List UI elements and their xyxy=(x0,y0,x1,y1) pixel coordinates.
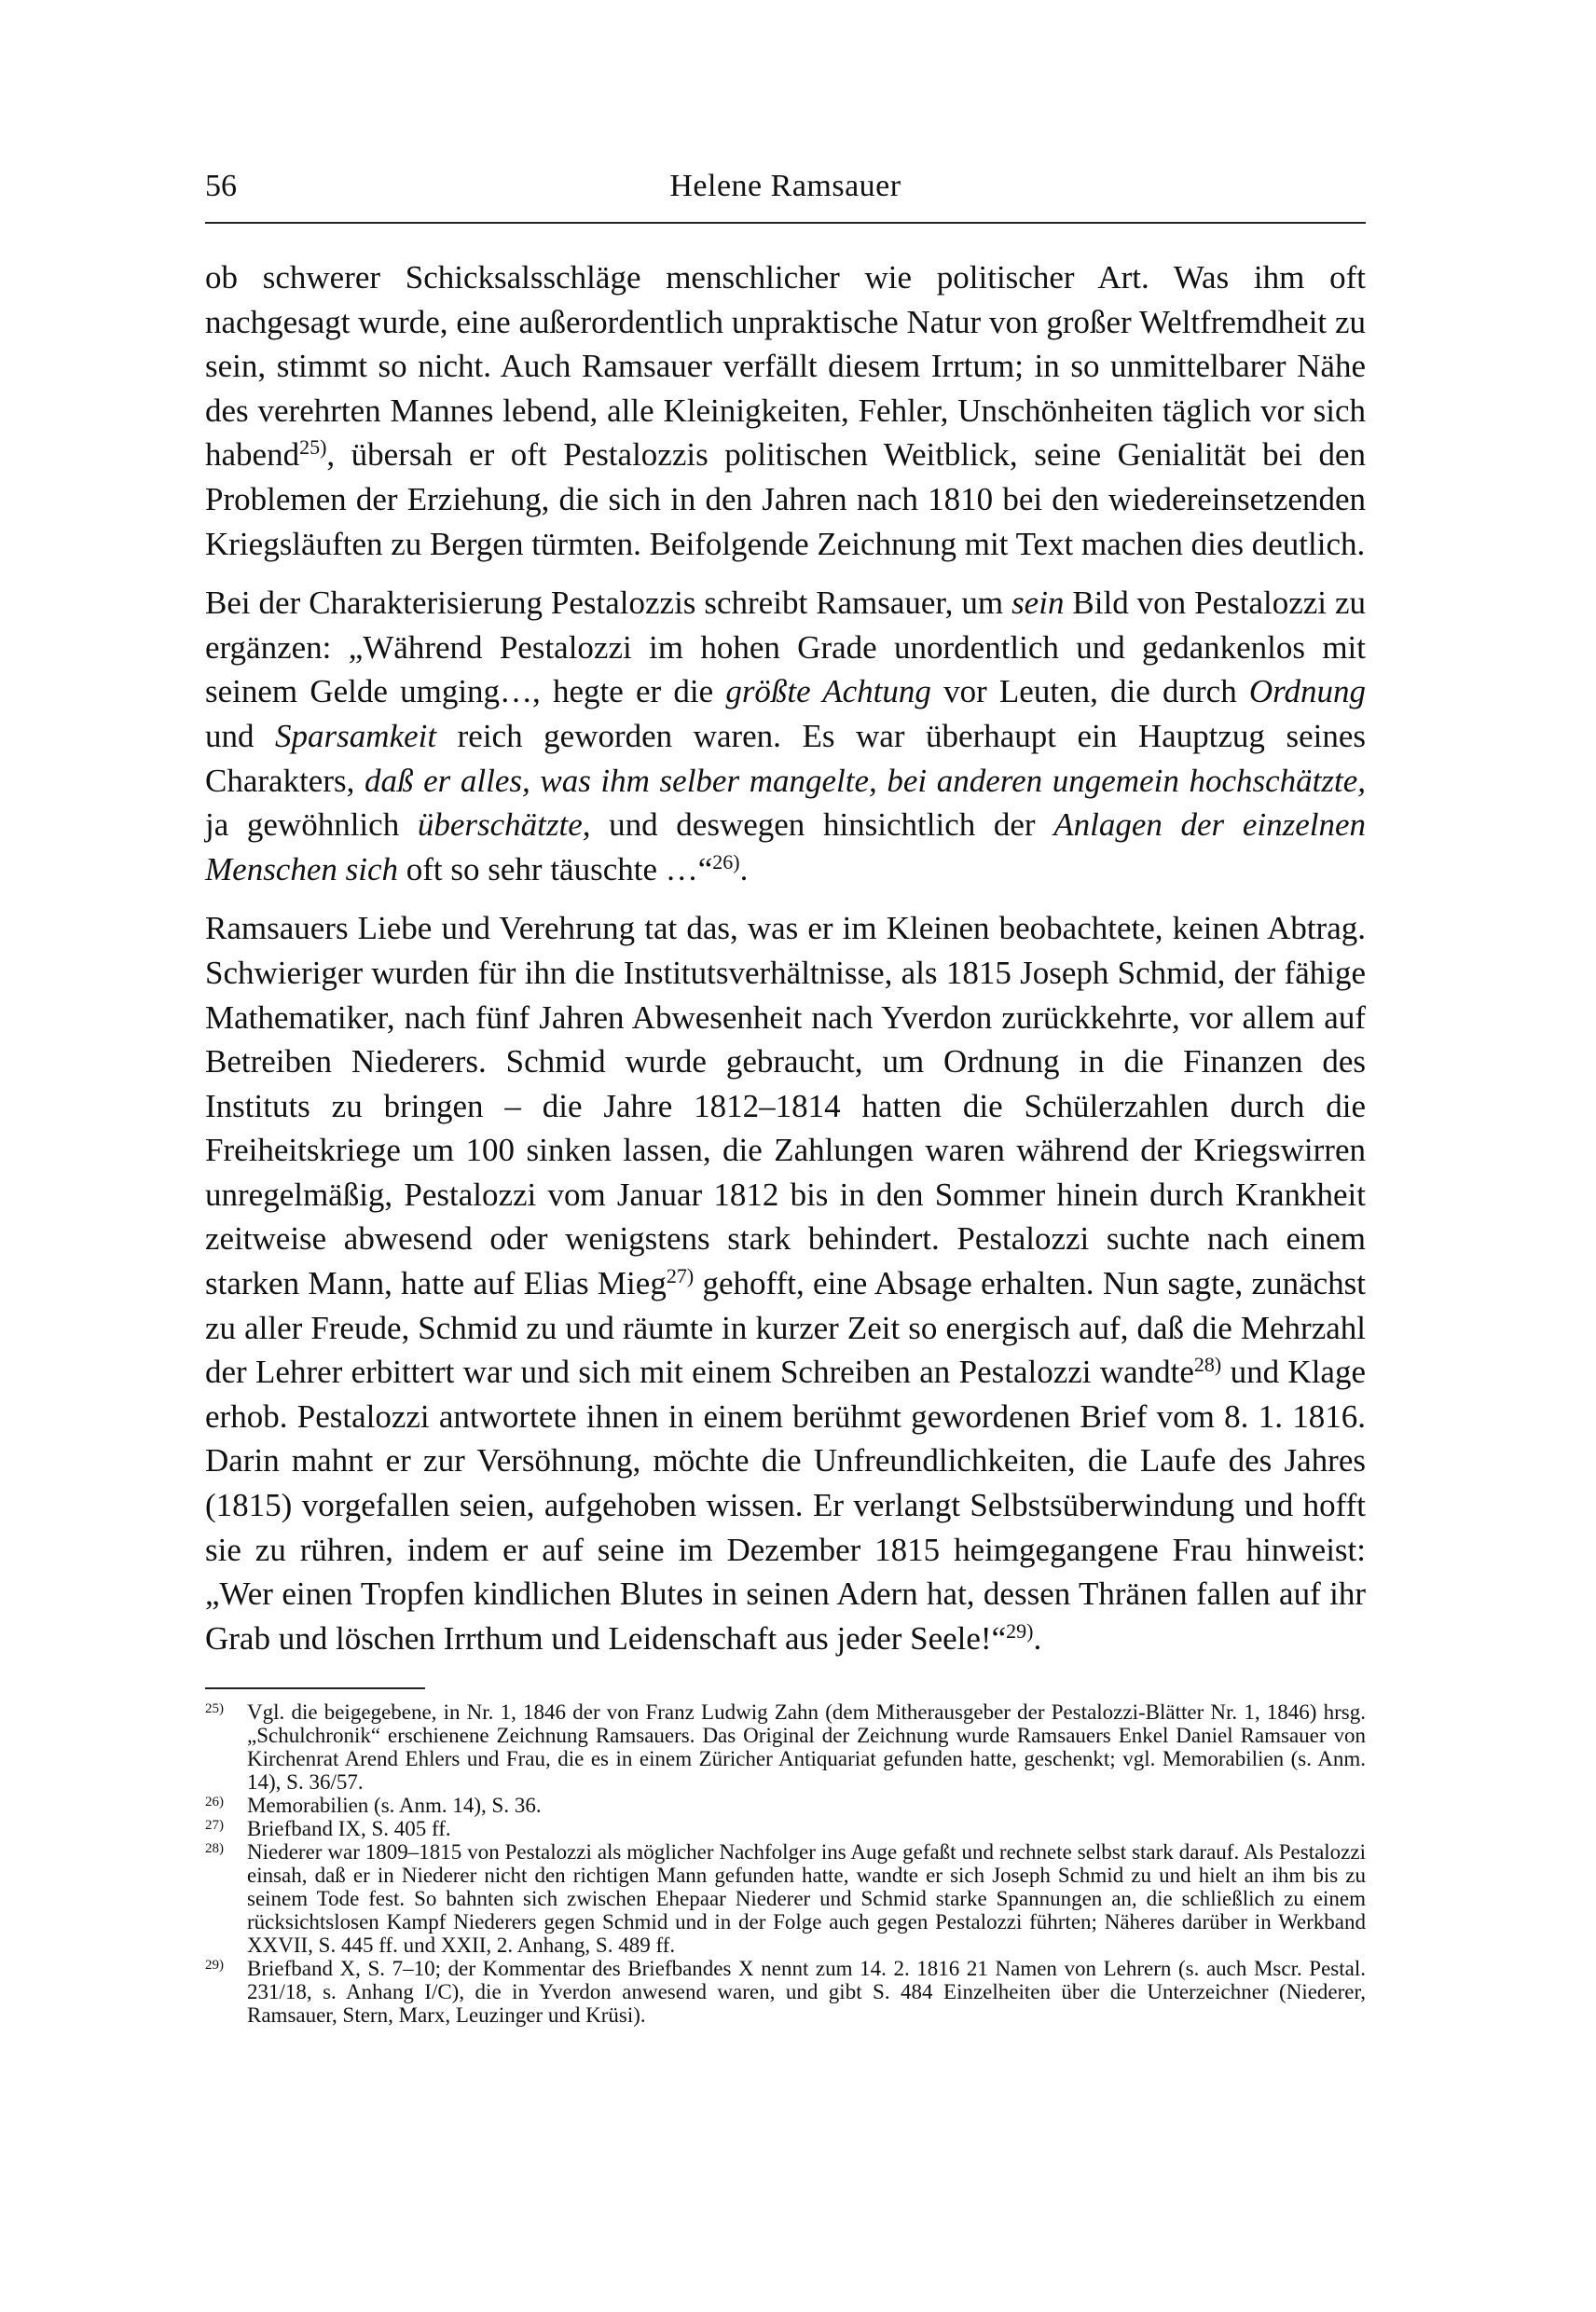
text-run: oft so sehr täuschte …“ xyxy=(398,850,713,888)
footnote-ref-25: 25) xyxy=(299,435,327,460)
footnote-text: Vgl. die beigegebene, in Nr. 1, 1846 der von Franz Ludwig Zahn (dem Mitherausgeber der Pestalozzi-Blätter Nr. 1, 1846) hrsg. „Schulchronik“ erschienene Zeichnung Ramsauers. Das Original der Zeichnung wurde Ramsauers Enkel Daniel Ramsauer von Kirchenrat Arend Ehlers und Frau, die es in einem Züricher Antiquariat gefunden hatte, geschenkt; vgl. Memorabilien (s. Anm. 14), S. 36/57. xyxy=(247,1700,1366,1794)
italic-run: größte Achtung xyxy=(725,673,931,710)
footnote xyxy=(205,1794,1366,1817)
footnote-text: Memorabilien (s. Anm. 14), S. 36. xyxy=(247,1794,542,1817)
text-run: und xyxy=(205,717,276,754)
italic-run: Anlagen der einzelnen Menschen sich xyxy=(205,806,1366,888)
footnote xyxy=(205,1700,1366,1794)
paragraph-2 xyxy=(205,581,1366,891)
text-run: und Klage erhob. Pestalozzi antwortete ihnen in einem berühmt gewordenen Brief vom 8. 1. 1816. Darin mahnt er zur Versöhnung, möchte die Unfreundlichkeiten, die Laufe des Jahres (1815) vorgefallen seien, aufgehoben wissen. Er verlangt Selbstsüberwindung und hofft sie zu rühren, indem er auf seine im Dezember 1815 heimgegangene Frau hinweist: „Wer einen Tropfen kindlichen Blutes in seinen Adern hat, dessen Thränen fallen auf ihr Grab und löschen Irrthum und Leidenschaft aus jeder Seele!“ xyxy=(205,1354,1366,1657)
footnote-text: Briefband IX, S. 405 ff. xyxy=(247,1817,451,1840)
body-text xyxy=(205,255,1366,1675)
footnote-ref-27: 27) xyxy=(666,1264,695,1288)
text-run: und deswegen hinsichtlich der xyxy=(590,806,1054,844)
footnote-number: 29) xyxy=(205,1958,224,1973)
italic-run: sein xyxy=(1011,585,1065,622)
italic-run: daß er alles, was ihm selber mangelte, bei anderen ungemein hochschätzte, xyxy=(364,762,1366,799)
italic-run: Ordnung xyxy=(1248,673,1366,710)
text-run: gehofft, eine Absage erhalten. Nun sagte, zunächst zu aller Freude, Schmid zu und räumte in kurzer Zeit so energisch auf, daß die Mehrzahl der Lehrer erbittert war und sich mit einem Schreiben an Pestalozzi wandte xyxy=(205,1265,1366,1391)
footnote-ref-29: 29) xyxy=(1006,1618,1034,1643)
footnote-number: 26) xyxy=(205,1795,224,1810)
paragraph-1 xyxy=(205,255,1366,566)
text-run: ob schwerer Schicksalsschläge menschlicher wie politischer Art. Was ihm oft nachgesagt wurde, eine außerordentlich unpraktische Natur von großer Weltfremdheit zu sein, stimmt so nicht. Auch Ramsauer verfällt diesem Irrtum; in so unmittelbarer Nähe des verehrten Mannes lebend, alle Kleinigkeiten, Fehler, Unschönheiten täglich vor sich habend xyxy=(205,259,1366,474)
footnote-ref-26: 26) xyxy=(712,849,740,874)
text-run: , übersah er oft Pestalozzis politischen Weitblick, seine Genialität bei den Problemen der Erziehung, die sich in den Jahren nach 1810 bei den wiedereinsetzenden Kriegsläuften zu Bergen türmten. Beifolgende Zeichnung mit Text machen dies deutlich. xyxy=(205,436,1366,562)
text-run: ja gewöhnlich xyxy=(205,806,418,844)
page-header xyxy=(205,168,1366,214)
italic-run: Sparsamkeit xyxy=(275,717,437,754)
footnote-number: 27) xyxy=(205,1818,224,1833)
page-number: 56 xyxy=(205,169,237,203)
paragraph-3 xyxy=(205,906,1366,1660)
footnote-number: 25) xyxy=(205,1701,224,1716)
text-run: vor Leuten, die durch xyxy=(930,673,1249,710)
text-run: . xyxy=(739,850,749,888)
footnote xyxy=(205,1840,1366,1957)
footnotes xyxy=(205,1700,1366,2027)
footnote-ref-28: 28) xyxy=(1193,1353,1222,1377)
footnote xyxy=(205,1957,1366,2027)
footnote xyxy=(205,1817,1366,1840)
text-run: Bei der Charakterisierung Pestalozzis schreibt Ramsauer, um xyxy=(205,585,1012,622)
text-run: . xyxy=(1033,1619,1042,1657)
italic-run: überschätzte, xyxy=(417,806,591,844)
header-rule xyxy=(205,222,1366,224)
footnote-text: Niederer war 1809–1815 von Pestalozzi als möglicher Nachfolger ins Auge gefaßt und rechnete selbst stark darauf. Als Pestalozzi einsah, daß er in Niederer nicht den richtigen Mann gefunden hatte, wandte er sich Joseph Schmid zu und hielt an ihm bis zu seinem Tode fest. So bahnten sich zwischen Ehepaar Niederer und Schmid starke Spannungen an, die schließlich zu einem rücksichtslosen Kampf Niederers gegen Schmid und in der Folge auch gegen Pestalozzi führten; Näheres darüber in Werkband XXVII, S. 445 ff. und XXII, 2. Anhang, S. 489 ff. xyxy=(247,1840,1366,1957)
footnote-number: 28) xyxy=(205,1841,224,1856)
footnote-rule xyxy=(205,1687,425,1689)
text-run: Ramsauers Liebe und Verehrung tat das, was er im Kleinen beobachtete, keinen Abtrag. Schwieriger wurden für ihn die Institutsverhältnisse, als 1815 Joseph Schmid, der fähige Mathematiker, nach fünf Jahren Abwesenheit nach Yverdon zurückkehrte, vor allem auf Betreiben Niederers. Schmid wurde gebraucht, um Ordnung in die Finanzen des Instituts zu bringen – die Jahre 1812–1814 hatten die Schülerzahlen durch die Freiheitskriege um 100 sinken lassen, die Zahlungen waren während der Kriegswirren unregelmäßig, Pestalozzi vom Januar 1812 bis in den Sommer hinein durch Krankheit zeitweise abwesend oder wenigstens stark behindert. Pestalozzi suchte nach einem starken Mann, hatte auf Elias Mieg xyxy=(205,910,1366,1302)
text-run: Bild von Pestalozzi zu ergänzen: „Während Pestalozzi im hohen Grade unordentlich und gedankenlos mit seinem Gelde umging…, hegte er die xyxy=(205,585,1366,710)
text-run: reich geworden waren. Es war überhaupt ein Hauptzug seines Charakters, xyxy=(205,717,1366,799)
running-title: Helene Ramsauer xyxy=(669,169,901,203)
footnote-text: Briefband X, S. 7–10; der Kommentar des Briefbandes X nennt zum 14. 2. 1816 21 Namen von Lehrern (s. auch Mscr. Pestal. 231/18, s. Anhang I/C), die in Yverdon anwesend waren, und gibt S. 484 Einzelheiten über die Unterzeichner (Niederer, Ramsauer, Stern, Marx, Leuzinger und Krüsi). xyxy=(247,1957,1366,2027)
